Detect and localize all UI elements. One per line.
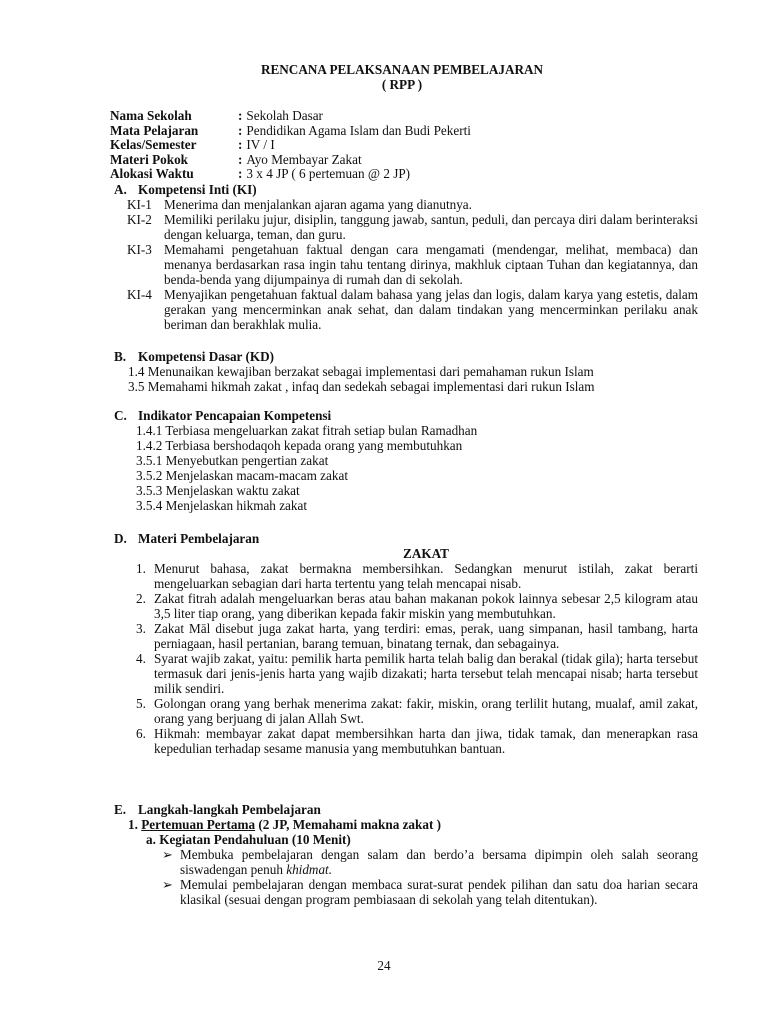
indicator-item: 3.5.1 Menyebutkan pengertian zakat xyxy=(136,453,329,468)
document-subtitle: ( RPP ) xyxy=(381,77,423,92)
ki-item: KI-4 Menyajikan pengetahuan faktual dalam bahasa yang jelas dan logis, dalam karya yang estetis, dalam gerakan yang mencerminkan anak sehat, dan dalam tindakan yang mencerminkan perilaku anak beriman dan berakhlak mulia. xyxy=(127,287,698,332)
page-number: 24 xyxy=(377,958,391,973)
kd-item: 3.5 Memahami hikmah zakat , infaq dan sedekah sebagai implementasi dari rukun Islam xyxy=(128,379,595,394)
indicator-item: 3.5.2 Menjelaskan macam-macam zakat xyxy=(136,468,349,483)
identity-row: Alokasi Waktu : 3 x 4 JP ( 6 pertemuan @ 2 JP) xyxy=(110,166,411,182)
activity-heading: a. Kegiatan Pendahuluan (10 Menit) xyxy=(146,832,351,847)
identity-row: Materi Pokok : Ayo Membayar Zakat xyxy=(110,151,362,167)
ki-item: KI-1 Menerima dan menjalankan ajaran agama yang dianutnya. xyxy=(127,197,472,212)
section-materi xyxy=(114,531,698,756)
materi-subheading: ZAKAT xyxy=(403,546,449,561)
activity-bullet: ➢ Membuka pembelajaran dengan salam dan berdo’a bersama dipimpin oleh salah seorang siswadengan penuh khidmat. xyxy=(114,847,698,877)
materi-item: 2. Zakat fitrah adalah mengeluarkan beras atau bahan makanan pokok lainnya sebesar 2,5 kilogram atau 3,5 liter tiap orang, yang diberikan kepada fakir miskin yang membutuhkan. xyxy=(136,591,698,621)
document-title: RENCANA PELAKSANAAN PEMBELAJARAN xyxy=(260,62,544,77)
identity-row: Nama Sekolah : Sekolah Dasar xyxy=(110,108,323,123)
indicator-item: 3.5.4 Menjelaskan hikmah zakat xyxy=(136,498,308,513)
arrow-bullet-icon: ➢ xyxy=(162,847,174,862)
materi-item: 3. Zakat Māl disebut juga zakat harta, yang terdiri: emas, perak, uang simpanan, hasil tambang, harta perniagaan, hasil pertanian, barang temuan, binatang ternak, dan sebagainya. xyxy=(136,621,698,651)
section-langkah xyxy=(114,802,698,907)
materi-item: 5. Golongan orang yang berhak menerima zakat: fakir, miskin, orang terlilit hutang, mualaf, amil zakat, orang yang berjuang di jalan Allah Swt. xyxy=(136,696,698,726)
identity-row: Mata Pelajaran : Pendidikan Agama Islam dan Budi Pekerti xyxy=(110,122,471,138)
arrow-bullet-icon: ➢ xyxy=(162,877,174,892)
ki-item: KI-3 Memahami pengetahuan faktual dengan cara mengamati (mendengar, melihat, membaca) dan menanya berdasarkan rasa ingin tahu tentang dirinya, makhluk ciptaan Tuhan dan kegiatannya, dan benda-benda yang dijumpainya di rumah dan di sekolah. xyxy=(127,242,698,287)
activity-bullet: ➢ Memulai pembelajaran dengan membaca surat-surat pendek pilihan dan satu doa harian secara klasikal (sesuai dengan program pembiasaan di sekolah yang telah ditentukan). xyxy=(114,877,698,907)
materi-item: 6. Hikmah: membayar zakat dapat membersihkan harta dan jiwa, tidak tamak, dan menerapkan rasa kepedulian terhadap sesame manusia yang membutuhkan bantuan. xyxy=(136,726,698,756)
indicator-item: 3.5.3 Menjelaskan waktu zakat xyxy=(136,483,300,498)
identity-block xyxy=(110,108,471,181)
section-heading: D. Materi Pembelajaran xyxy=(114,531,260,546)
section-heading: C. Indikator Pencapaian Kompetensi xyxy=(114,408,332,423)
indicator-item: 1.4.2 Terbiasa bershodaqoh kepada orang yang membutuhkan xyxy=(136,438,463,453)
section-heading: E. Langkah-langkah Pembelajaran xyxy=(114,802,321,817)
section-kompetensi-dasar xyxy=(114,349,698,394)
identity-row: Kelas/Semester : IV / I xyxy=(110,137,275,153)
kd-item: 1.4 Menunaikan kewajiban berzakat sebagai implementasi dari pemahaman rukun Islam xyxy=(128,364,594,379)
section-heading: A. Kompetensi Inti (KI) xyxy=(114,182,257,197)
materi-item: 4. Syarat wajib zakat, yaitu: pemilik harta pemilik harta telah balig dan berakal (tidak gila); harta tersebut termasuk dari jenis-jenis harta yang wajib dizakati; harta tersebut telah mencapai nisab; harta tersebut milik sendiri. xyxy=(136,651,698,696)
section-indikator xyxy=(114,408,698,513)
section-kompetensi-inti xyxy=(114,182,698,332)
ki-item: KI-2 Memiliki perilaku jujur, disiplin, tanggung jawab, santun, peduli, dan percaya diri dalam berinteraksi dengan keluarga, teman, dan guru. xyxy=(127,212,698,242)
section-heading: B. Kompetensi Dasar (KD) xyxy=(114,349,275,364)
materi-item: 1. Menurut bahasa, zakat bermakna membersihkan. Sedangkan menurut istilah, zakat berarti mengeluarkan sebagian dari harta tertentu yang telah mencapai nisab. xyxy=(136,561,698,591)
meeting-heading: 1. Pertemuan Pertama (2 JP, Memahami makna zakat ) xyxy=(128,817,442,832)
indicator-item: 1.4.1 Terbiasa mengeluarkan zakat fitrah setiap bulan Ramadhan xyxy=(136,423,478,438)
